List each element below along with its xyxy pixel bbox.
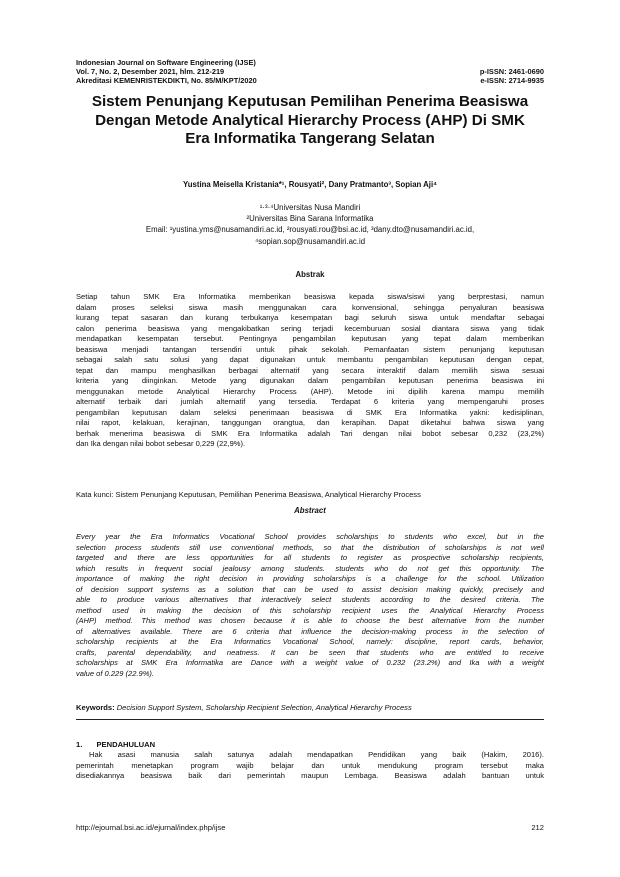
paragraph-line: selection process students still use conventional methods, so that the distribution of scholarships is not well bbox=[76, 542, 544, 552]
affiliations bbox=[60, 202, 560, 247]
volume-info: Vol. 7, No. 2, Desember 2021, hlm. 212-219 bbox=[76, 67, 225, 76]
kata-kunci-label: Kata kunci: bbox=[76, 490, 114, 499]
paragraph-line: menggunakan metode Analytical Hierarchy Process (AHP). Metode ini dipilih karena mampu memilih bbox=[76, 386, 544, 396]
paragraph-line: dan Ika dengan nilai bobot sebesar 0,229 (22,9%). bbox=[76, 439, 246, 448]
page-footer bbox=[76, 823, 544, 832]
paragraph-line: sebagai salah satu solusi yang dapat digunakan untuk membantu pengambilan keputusan dengan cepat, bbox=[76, 355, 544, 364]
section-title: PENDAHULUAN bbox=[96, 740, 156, 749]
paper-title bbox=[60, 93, 560, 149]
paragraph-line: crafts, parental dependability, and neatness. It can be seen that students who are entitled to receive bbox=[76, 647, 544, 657]
abstract-heading: Abstract bbox=[294, 506, 326, 515]
paragraph-line: Every year the Era Informatics Vocational School provides scholarships to students who excel, but in the bbox=[76, 532, 544, 541]
paragraph-line: tepat dan mampu menghasilkan berbagai alternatif yang secara interaktif dalam memilih siswa sesuai bbox=[76, 365, 544, 375]
accreditation: Akreditasi KEMENRISTEKDIKTI, No. 85/M/KPT/2020 bbox=[76, 76, 257, 85]
email-line: ⁴sopian.sop@nusamandiri.ac.id bbox=[254, 236, 366, 246]
section-line: Hak asasi manusia salah satunya adalah mendapatkan Pendidikan yang baik (Hakim, 2016). bbox=[89, 750, 544, 759]
paragraph-line: which results in frequent social jealousy among students. students who do not get this opportunity. The bbox=[76, 563, 544, 573]
divider bbox=[76, 719, 544, 720]
title-line: Dengan Metode Analytical Hierarchy Process (AHP) Di SMK bbox=[95, 111, 525, 129]
volume-row bbox=[76, 67, 544, 76]
section-number: 1. bbox=[76, 740, 83, 749]
paragraph-line: method used in making the decision of this scholarship recipient uses the Analytical Hierarchy Process bbox=[76, 605, 544, 615]
kata-kunci bbox=[76, 490, 544, 500]
paragraph-line: scholarship recipients at the Era Informatics Vocational School, namely: discipline, report cards, behavior, bbox=[76, 637, 544, 646]
paragraph-line: beasiswa menjadi tantangan tersendiri untuk pihak sekolah. Pemanfaatan sistem penunjang keputusan bbox=[76, 344, 544, 354]
page-number: 212 bbox=[531, 823, 544, 832]
keywords-label: Keywords: bbox=[76, 703, 115, 712]
keywords-text: Decision Support System, Scholarship Recipient Selection, Analytical Hierarchy Process bbox=[116, 703, 412, 712]
paragraph-line: pengambilan keputusan dalam seleksi penerimaan beasiswa di SMK Era Informatika yakni: kedisiplinan, bbox=[76, 407, 544, 417]
paragraph-line: dalam proses seleksi siswa masih menggunakan cara konvensional, sehingga penyaluran beasiswa bbox=[76, 302, 544, 312]
paragraph-line: nilai rapot, kelakuan, kerajinan, tanggungan orangtua, dan kerapihan. Dapat diketahui bahwa siswa yang bbox=[76, 418, 544, 427]
abstrak-heading: Abstrak bbox=[295, 270, 325, 279]
paragraph-line: kurang tepat sasaran dan kurang terbukanya kesempatan bagi seluruh siswa untuk mendaftar sebagai bbox=[76, 313, 544, 322]
paragraph-line: targeted and there are less opportunities for all students to register as prospective scholarship recipients, bbox=[76, 553, 544, 562]
paragraph-line: berhak menerima beasiswa di SMK Era Informatika adalah Tari dengan nilai bobot sebesar 0,232 (23,2%) bbox=[76, 428, 544, 438]
section-body bbox=[76, 750, 544, 782]
paragraph-line: mendapatkan kesempatan tersebut. Pentingnya pengambilan keputusan yang tepat dalam memberikan bbox=[76, 334, 544, 343]
journal-url[interactable]: http://ejournal.bsi.ac.id/ejurnal/index.php/ijse bbox=[76, 823, 226, 832]
paragraph-line: able to produce various alternatives that interactively select students according to the desired criteria. The bbox=[76, 595, 544, 604]
affiliation-line: ²Universitas Bina Sarana Informatika bbox=[246, 214, 374, 224]
title-line: Era Informatika Tangerang Selatan bbox=[185, 130, 435, 147]
p-issn: p-ISSN: 2461-0690 bbox=[479, 67, 544, 76]
paragraph-line: of decision support systems as a solution that can be used to assist decision making quickly, precisely and bbox=[76, 584, 544, 594]
section-line: disediakannya beasiswa baik dari pemerintah maupun Lembaga. Beasiswa adalah bantuan untuk bbox=[76, 771, 544, 780]
title-line: Sistem Penunjang Keputusan Pemilihan Penerima Beasiswa bbox=[91, 93, 529, 110]
paragraph-line: importance of making the right decision in providing scholarships is a challenge for the school. Utilization bbox=[76, 574, 544, 583]
kata-kunci-text: Sistem Penunjang Keputusan, Pemilihan Penerima Beasiswa, Analytical Hierarchy Process bbox=[115, 490, 421, 499]
abstract-body bbox=[76, 532, 544, 679]
paragraph-line: calon penerima beasiswa yang mengakibatkan sering terjadi kecemburuan sosial diantara siswa yang tidak bbox=[76, 323, 544, 333]
section-heading bbox=[76, 740, 155, 749]
paragraph-line: scholarships at SMK Era Informatika are Dance with a weight value of 0.232 (23.2%) and Ika with a weight bbox=[76, 658, 544, 667]
affiliation-line: ¹·³·⁴Universitas Nusa Mandiri bbox=[259, 203, 361, 212]
paragraph-line: of alternatives available. There are 6 criteria that influence the decision-making process in the selection of bbox=[76, 626, 544, 636]
section-line: pemerintah menetapkan program wajib belajar dan untuk mendukung program tersebut maka bbox=[76, 760, 544, 770]
journal-name: Indonesian Journal on Software Engineering (IJSE) bbox=[76, 58, 256, 67]
paragraph-line: (AHP) method. This method was chosen because it is able to choose the best alternative from the number bbox=[76, 616, 544, 625]
paragraph-line: Setiap tahun SMK Era Informatika memberikan beasiswa kepada siswa/siswi yang berprestasi, namun bbox=[76, 292, 544, 301]
keywords bbox=[76, 703, 544, 713]
e-issn: e-ISSN: 2714-9935 bbox=[480, 76, 544, 85]
paragraph-line: alternatif terbaik dari jumlah alternatif yang tersedia. Terdapat 6 kriteria yang mempengaruhi proses bbox=[76, 397, 544, 406]
paragraph-line: kriteria yang diinginkan. Metode yang digunakan dalam pengambilan keputusan penerima beasiswa ini bbox=[76, 376, 544, 385]
accreditation-row bbox=[76, 76, 544, 85]
paragraph-line: value of 0.229 (22.9%). bbox=[76, 668, 155, 678]
abstrak-body bbox=[76, 292, 544, 450]
email-line: Email: ¹yustina.yms@nusamandiri.ac.id, ²rousyati.rou@bsi.ac.id, ³dany.dto@nusamandiri.ac.id, bbox=[145, 225, 475, 235]
author-list: Yustina Meisella Kristania*¹, Rousyati², Dany Pratmanto³, Sopian Aji⁴ bbox=[183, 180, 437, 189]
